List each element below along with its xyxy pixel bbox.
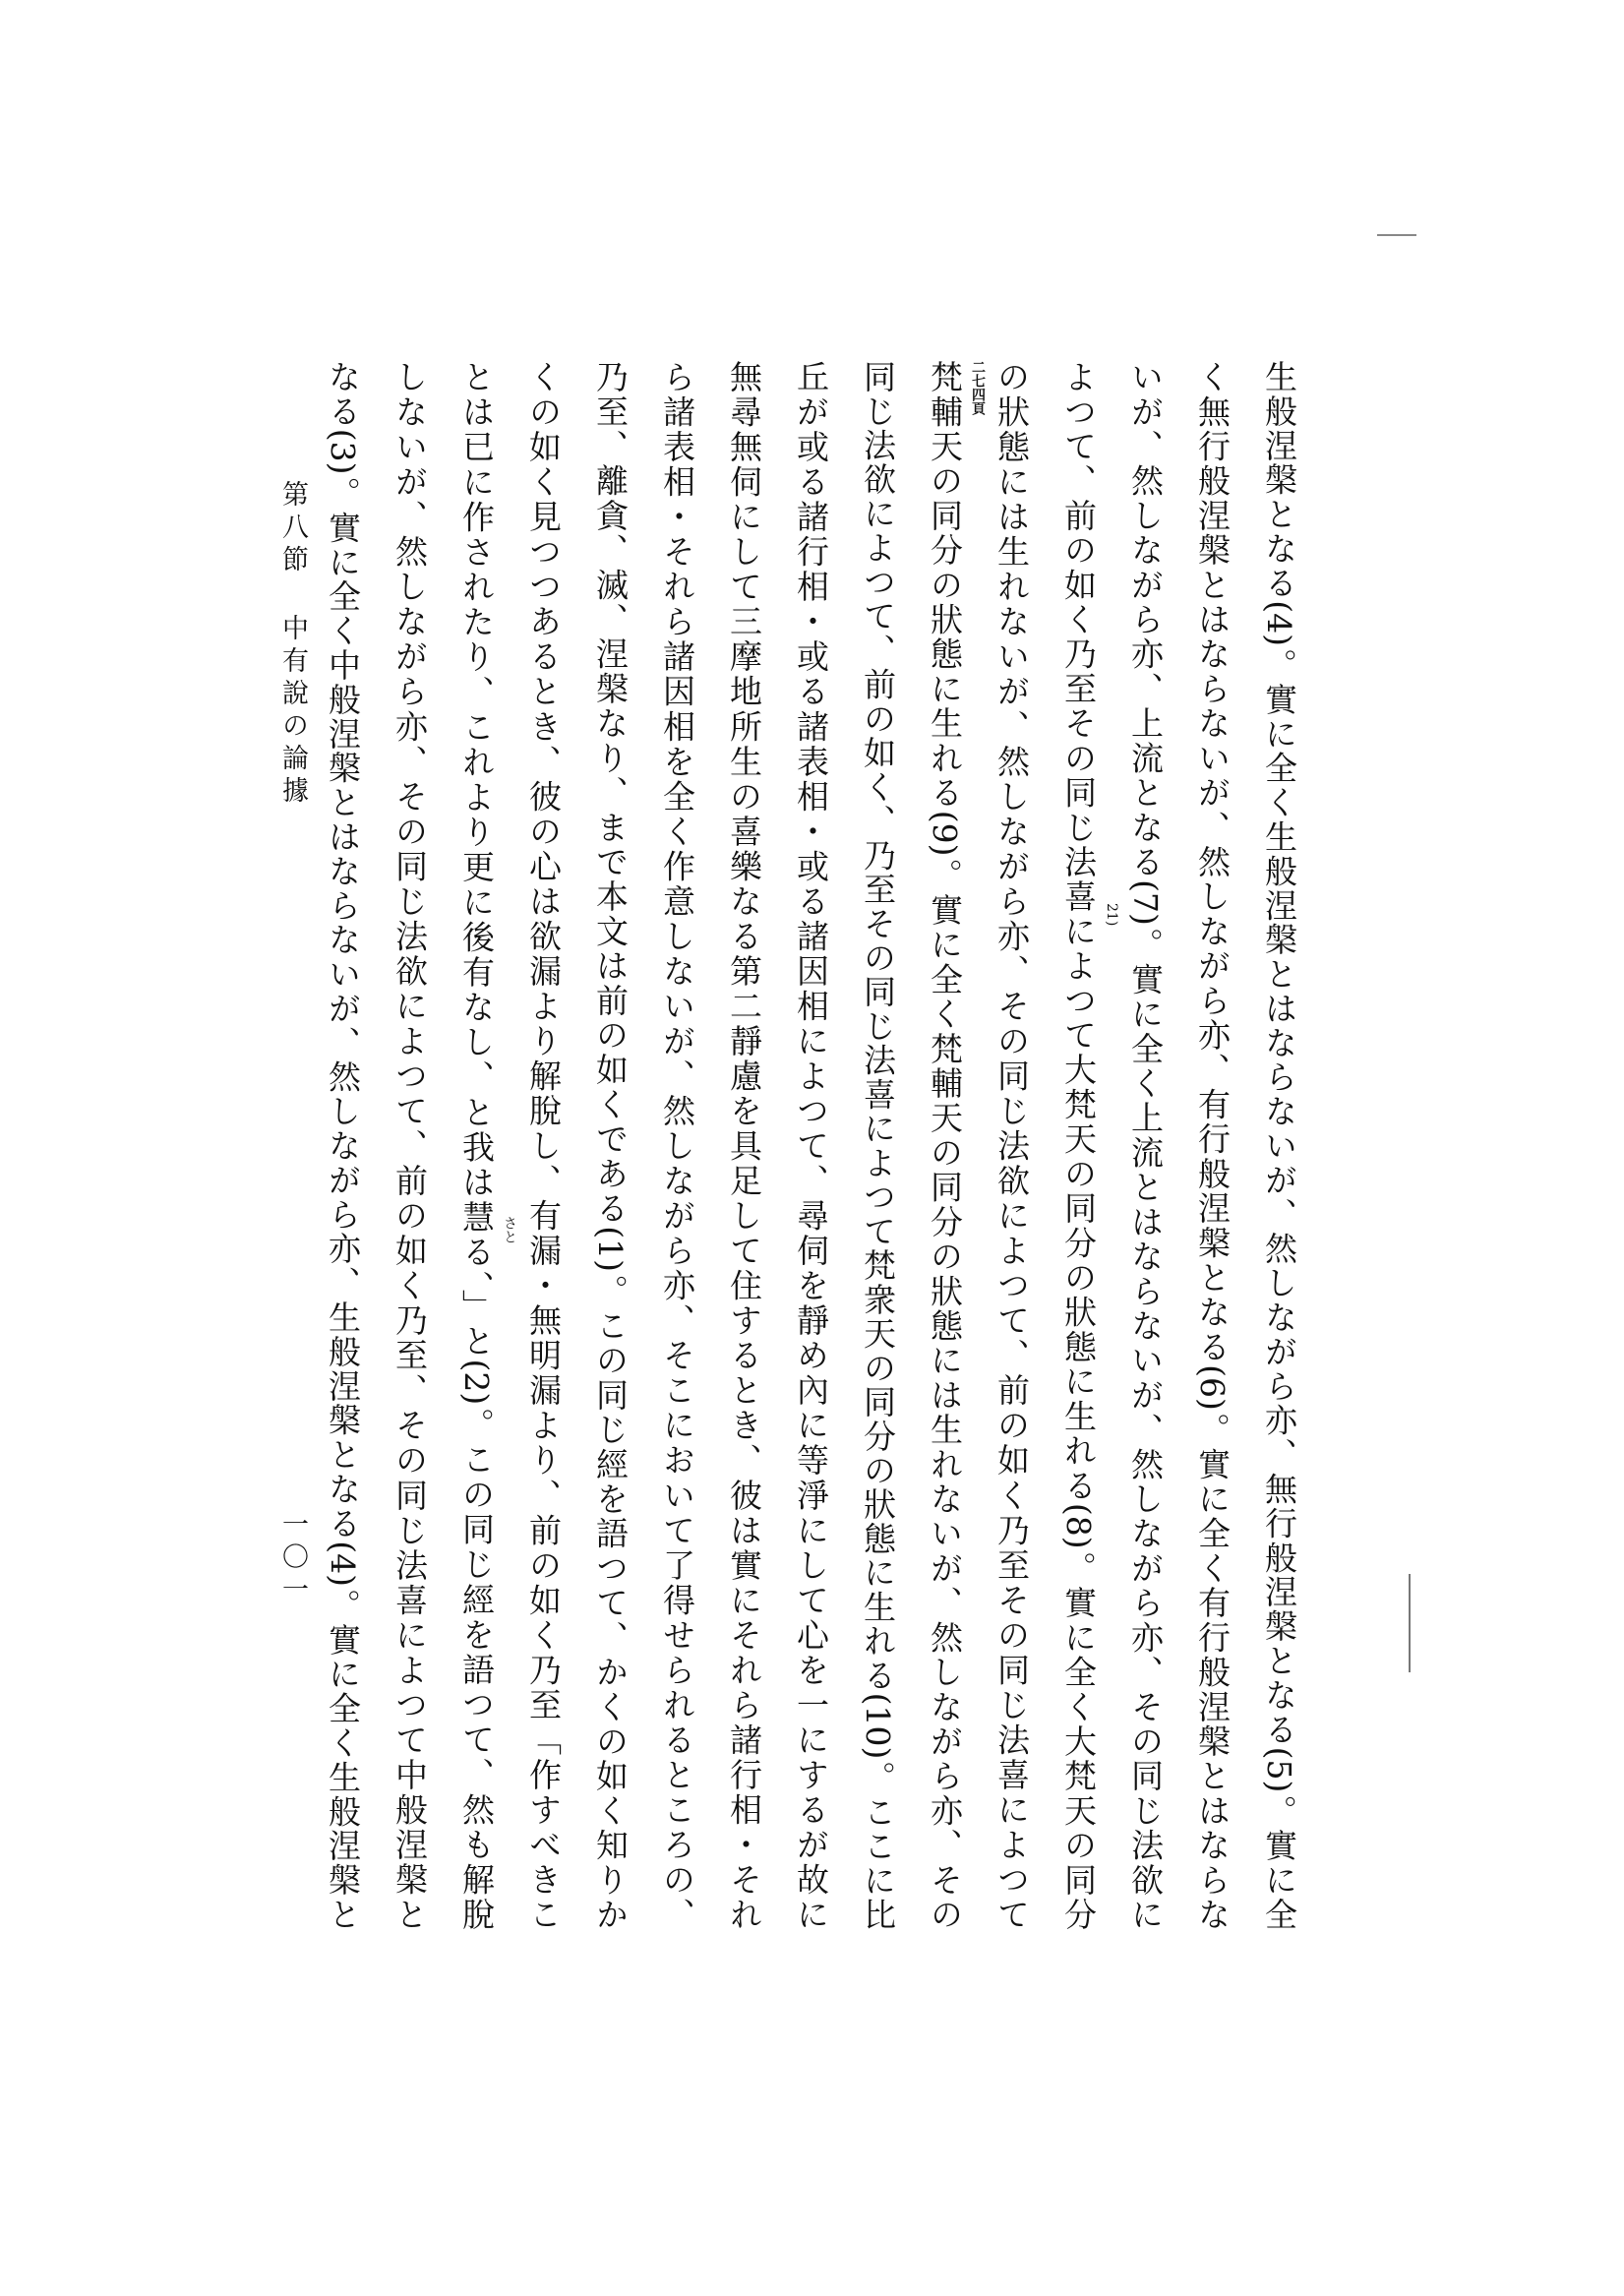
text-line: の狀態には生れないが、然しながら亦、その同じ法欲によつて、前の如く乃至その同じ法喜によつて bbox=[992, 360, 1031, 1930]
text-line: 乃至、離貪、滅、涅槃なり、まで本文は前の如くである(1)。この同じ經を語つて、かくの如く知りか bbox=[591, 360, 630, 1930]
text-line: 丘が或る諸行相・或る諸表相・或る諸因相によつて、尋伺を靜め內に等淨にして心を一にするが故に bbox=[792, 360, 830, 1930]
scan-artifact bbox=[1409, 1574, 1411, 1672]
running-head: 第八節 中有說の論據 bbox=[277, 480, 308, 809]
text-line: しないが、然しながら亦、その同じ法欲によつて、前の如く乃至、その同じ法喜によつて中般涅槃と bbox=[391, 360, 429, 1930]
text-line: 無尋無伺にして三摩地所生の喜樂なる第二靜慮を具足して住するとき、彼は實にそれら諸行相・それ bbox=[725, 360, 763, 1930]
text-line: く無行般涅槃とはならないが、然しながら亦、有行般涅槃となる(6)。實に全く有行般涅槃とはならな bbox=[1193, 360, 1232, 1930]
text-line: 生般涅槃となる(4)。實に全く生般涅槃とはならないが、然しながら亦、無行般涅槃となる(5)。實に全 bbox=[1260, 360, 1298, 1930]
text-line: 同じ法欲によつて、前の如く、乃至その同じ法喜によつて梵衆天の同分の狀態に生れる(10)。ここに比 bbox=[859, 360, 897, 1930]
text-line: ら諸表相・それら諸因相を全く作意しないが、然しながら亦、そこにおいて了得せられるところの、 bbox=[658, 360, 696, 1930]
text-line: 梵輔天の同分の狀態に生れる(9)。實に全く梵輔天の同分の狀態には生れないが、然しながら亦、その bbox=[926, 360, 964, 1930]
text-line: なる(3)。實に全く中般涅槃とはならないが、然しながら亦、生般涅槃となる(4)。實に全く生般涅槃と bbox=[324, 360, 362, 1930]
furigana: さと bbox=[502, 1216, 517, 1243]
text-line: とは已に作されたり、これより更に後有なし、と我は慧る、」と(2)。この同じ經を語つて、然も解脫 bbox=[457, 360, 496, 1930]
page-marker: 二七四頁 bbox=[970, 360, 986, 415]
page-number: 一〇一 bbox=[277, 1510, 308, 1607]
footnote-reference: 21) bbox=[1104, 903, 1119, 927]
text-line: くの如く見つつあるとき、彼の心は欲漏より解脫し、有漏・無明漏より、前の如く乃至「作すべきこ bbox=[524, 360, 563, 1930]
scan-artifact bbox=[1377, 234, 1416, 236]
text-line: よつて、前の如く乃至その同じ法喜によつて大梵天の同分の狀態に生れる(8)。實に全く大梵天の同分 bbox=[1059, 360, 1098, 1930]
text-line: いが、然しながら亦、上流となる(7)。實に全く上流とはならないが、然しながら亦、その同じ法欲に bbox=[1126, 360, 1165, 1930]
